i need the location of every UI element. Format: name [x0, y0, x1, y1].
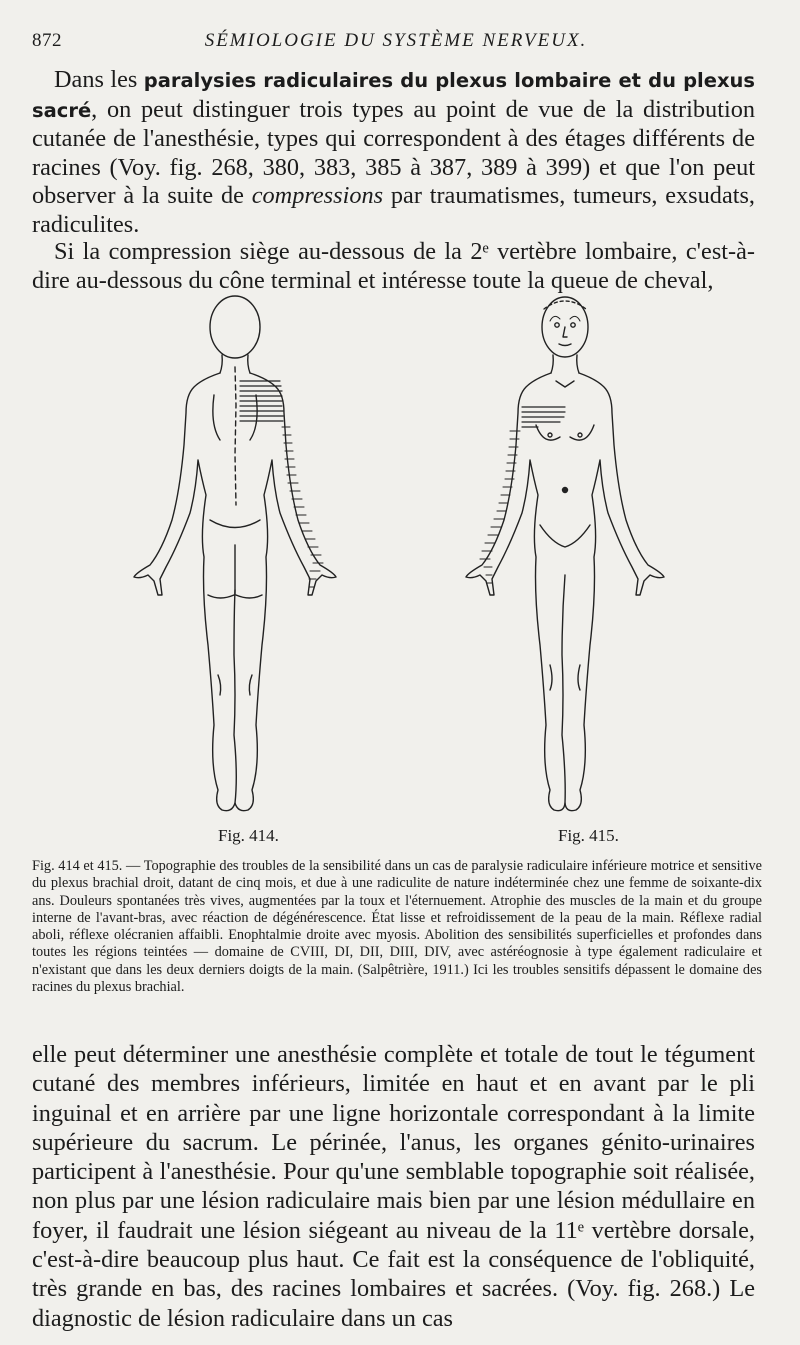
running-title: SÉMIOLOGIE DU SYSTÈME NERVEUX. — [204, 30, 588, 51]
paragraph-anesthesia: elle peut déterminer une anesthésie complète et totale de tout le tégument cutané des membres inférieurs, limitée en haut et en avant par le pli inguinal et en arrière par une ligne horizontale correspondant à la limite supérieure du sacrum. Le périnée, l'anus, les organes génito-urinaires participent à l'anesthésie. Pour qu'une semblable topographie soit réalisée, non plus par une lésion radiculaire mais bien par une lésion médullaire en foyer, il faudrait une lésion siégeant au niveau de la 11ᵉ vertèbre dorsale, c'est-à-dire beaucoup plus haut. Ce fait est la conséquence de l'obliquité, très grande en bas, des racines lombaires et sacrées. (Voy. fig. 268.) Le diagnostic de lésion radiculaire dans un cas — [32, 1041, 755, 1332]
paragraph-compression: Si la compression siège au-dessous de la 2ᵉ vertèbre lombaire, c'est-à-dire au-dessous du cône terminal et intéresse toute la queue de cheval, — [32, 238, 755, 294]
figure-caption: Fig. 414 et 415. — Topographie des troubles de la sensibilité dans un cas de paralysie radiculaire inférieure motrice et sensitive du plexus brachial droit, datant de cinq mois, et due à une radiculite de nature indéterminée chez une femme de soixante-dix ans. Douleurs spontanées très vives, augmentées par la toux et l'éternuement. Atrophie des muscles de la main et du groupe interne de l'avant-bras, avec réaction de dégénérescence. État lisse et refroidissement de la peau de la main. Réflexe radial aboli, réflexe olécranien affaibli. Enophtalmie droite avec myosis. Abolition des sensibilités superficielles et profondes dans toutes les régions teintées — domaine de CVIII, DI, DII, DIII, DIV, avec astéréognosie à type également radiculaire et n'existant que dans les deux derniers doigts de la main. (Salpêtrière, 1911.) Ici les troubles sensitifs dépassent le domaine des racines du plexus brachial. — [32, 858, 762, 996]
figure-back-view — [134, 296, 336, 811]
paragraph-middle: , on peut distinguer trois types au point de vue de la distribution cutanée de l'anesthésie, types qui correspondent à des étages différents de racines (Voy. fig. 268, 380, 383, 385 à 387, 389 à 399) et que l'on peut observer à la suite de — [32, 95, 755, 210]
bold-term: paralysies radiculaires du plexus lombaire et du plexus sacré — [32, 69, 756, 122]
figure-414-label: Fig. 414. — [218, 826, 279, 845]
page-number: 872 — [32, 30, 62, 51]
figure-415-label: Fig. 415. — [558, 826, 619, 845]
paragraph-end: par traumatismes, tumeurs, exsudats, radiculites. — [32, 182, 756, 238]
paragraph-lumbar-sacral — [32, 66, 755, 240]
anatomical-figures — [110, 295, 710, 855]
running-header — [32, 30, 760, 54]
figure-front-view — [466, 297, 664, 811]
italic-term: compressions — [251, 182, 384, 210]
paragraph-intro: Dans les — [54, 66, 138, 93]
